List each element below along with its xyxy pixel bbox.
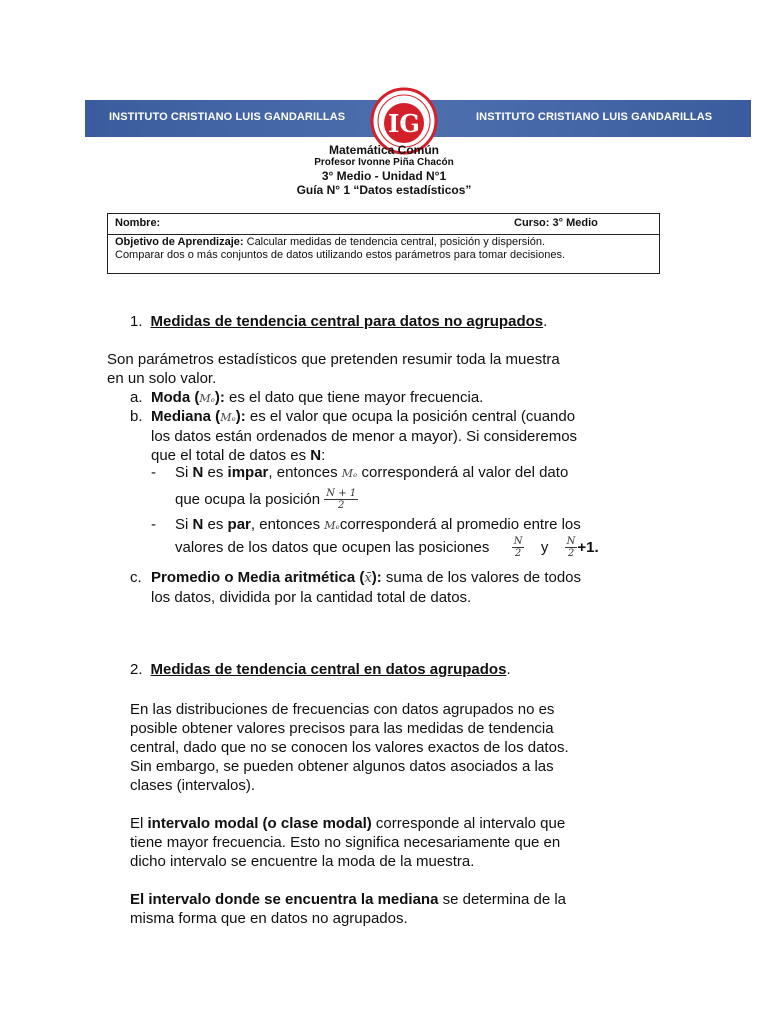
item-promedio bbox=[130, 568, 690, 608]
section-1-intro bbox=[107, 350, 560, 388]
section-2-paragraph-1: En las distribuciones de frecuencias con datos agrupados no es posible obtener valores precisos para las medidas de tendencia central, dado que no se conocen los valores exactos de los datos. Sin embargo, se pueden obtener algunos datos asociados a las clases (intervalos). bbox=[130, 701, 569, 794]
odd-case-line-2: que ocupa la posición $\frac{N + 1}{2}$ bbox=[175, 488, 357, 511]
promedio-text-2: los datos, dividida por la cantidad total de datos. bbox=[151, 589, 472, 606]
section-2-number: 2. bbox=[130, 661, 143, 678]
logo-letters: IG bbox=[388, 109, 420, 138]
intro-line-2: en un solo valor. bbox=[107, 370, 217, 387]
mediana-text-3: que el total de datos es bbox=[151, 447, 311, 464]
objective bbox=[115, 236, 653, 262]
intro-line-1: Son parámetros estadísticos que pretenden resumir toda la muestra bbox=[107, 351, 560, 368]
section-1-period: . bbox=[543, 313, 548, 330]
section-2-title: Medidas de tendencia central en datos agrupados bbox=[150, 661, 507, 678]
bullet-dash-even: - bbox=[151, 516, 156, 533]
section-1-title: Medidas de tendencia central para datos no agrupados bbox=[150, 313, 544, 330]
student-info-box bbox=[107, 213, 660, 274]
objective-label: Objetivo de Aprendizaje: bbox=[115, 236, 244, 248]
objective-text-1: Calcular medidas de tendencia central, posición y dispersión. bbox=[243, 236, 546, 248]
name-label: Nombre: bbox=[115, 217, 161, 229]
promedio-term: Promedio o Media aritmética ( bbox=[151, 569, 365, 586]
school-name-left: INSTITUTO CRISTIANO LUIS GANDARILLAS bbox=[109, 111, 346, 123]
item-mediana bbox=[130, 407, 690, 467]
mediana-n: N bbox=[310, 447, 322, 464]
even-fraction-2: $\frac{N}{2}$ bbox=[566, 536, 576, 559]
teacher-name: Profesor Ivonne Piña Chacón bbox=[314, 157, 454, 168]
odd-case-line-1: Si N es impar, entonces Mₑ corresponderá al valor del dato bbox=[175, 464, 569, 481]
mediana-term-end: ): bbox=[235, 408, 246, 425]
section-1-heading bbox=[130, 313, 547, 330]
mediana-term: Mediana ( bbox=[151, 408, 221, 425]
section-2-paragraph-2: El intervalo modal (o clase modal) corresponde al intervalo que tiene mayor frecuencia. Esto no significa necesariamente que en dicho intervalo se encuentre la moda de la muestra. bbox=[130, 815, 566, 870]
promedio-symbol: x̄ bbox=[364, 571, 372, 586]
moda-symbol: Mₒ bbox=[199, 392, 215, 405]
course-unit: 3° Medio - Unidad N°1 bbox=[321, 169, 447, 183]
bullet-dash-odd: - bbox=[151, 464, 156, 481]
section-2-period: . bbox=[506, 661, 511, 678]
course-label: Curso: 3° Medio bbox=[514, 217, 598, 229]
subject-title: Matemática Común bbox=[328, 143, 440, 157]
even-case-line-1: Si N es par, entonces Mₑcorresponderá al promedio entre los bbox=[175, 516, 581, 533]
promedio-text-1: suma de los valores de todos bbox=[381, 569, 582, 586]
name-row bbox=[108, 214, 659, 235]
mediana-symbol: Mₑ bbox=[220, 411, 236, 424]
mediana-text-2: los datos están ordenados de menor a mayor). Si consideremos bbox=[151, 428, 578, 445]
even-median-symbol: Mₑ bbox=[324, 519, 340, 532]
item-moda bbox=[130, 388, 690, 408]
moda-term-end: ): bbox=[214, 389, 225, 406]
moda-term: Moda ( bbox=[151, 389, 200, 406]
odd-position-fraction: $\frac{N + 1}{2}$ bbox=[326, 488, 357, 511]
section-2-paragraph-3: El intervalo donde se encuentra la mediana se determina de la misma forma que en datos no agrupados. bbox=[130, 891, 567, 927]
mediana-colon: : bbox=[321, 447, 326, 464]
even-case-line-2: valores de los datos que ocupen las posiciones $\frac{N}{2}$ y $\frac{N}{2}$ +1. bbox=[175, 536, 599, 559]
item-a-label: a. bbox=[130, 389, 143, 406]
even-fraction-1: $\frac{N}{2}$ bbox=[513, 536, 523, 559]
guide-title: Guía N° 1 “Datos estadísticos” bbox=[296, 183, 472, 197]
section-2-heading bbox=[130, 661, 511, 678]
odd-median-symbol: Mₑ bbox=[341, 467, 358, 480]
promedio-term-end: ): bbox=[371, 569, 382, 586]
item-b-label: b. bbox=[130, 408, 143, 425]
mediana-text-1: es el valor que ocupa la posición central (cuando bbox=[245, 408, 576, 425]
objective-text-2: Comparar dos o más conjuntos de datos utilizando estos parámetros para tomar decisiones. bbox=[115, 249, 566, 261]
moda-definition: es el dato que tiene mayor frecuencia. bbox=[224, 389, 484, 406]
item-c-label: c. bbox=[130, 569, 142, 586]
school-name-right: INSTITUTO CRISTIANO LUIS GANDARILLAS bbox=[476, 111, 713, 123]
section-1-number: 1. bbox=[130, 313, 143, 330]
